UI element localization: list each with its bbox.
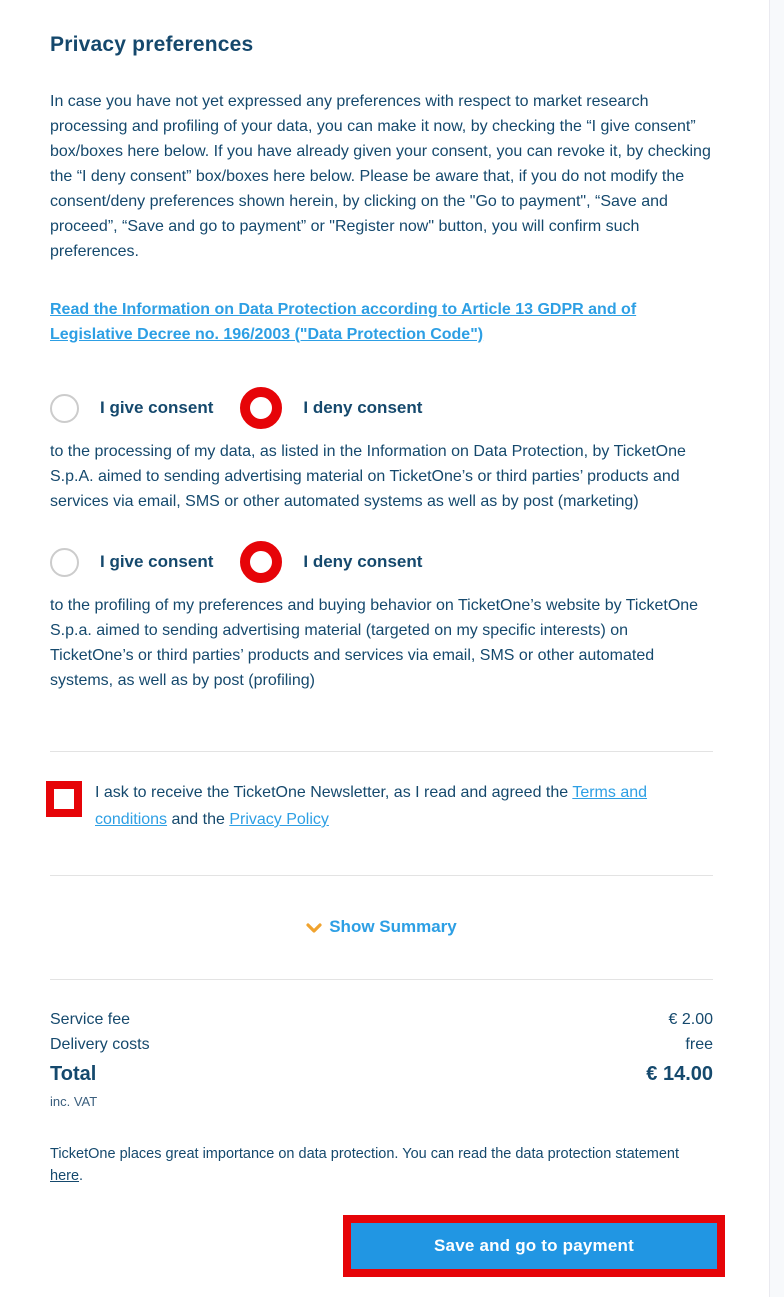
total-value: € 14.00	[646, 1063, 713, 1085]
newsletter-text-before: I ask to receive the TicketOne Newsletter, as I read and agreed the	[95, 784, 573, 801]
page-title: Privacy preferences	[50, 33, 254, 56]
newsletter-consent-row	[50, 779, 713, 833]
consent-description-marketing: to the processing of my data, as listed in the Information on Data Protection, by TicketOne S.p.A. aimed to sending advertising material on TicketOne’s or third parties’ products and services via email, SMS or other automated systems as well as by post (marketing)	[50, 443, 686, 510]
delivery-costs-label: Delivery costs	[50, 1036, 150, 1053]
action-bar	[50, 1215, 713, 1277]
terms-and-conditions-link[interactable]: Terms and conditions	[95, 784, 648, 828]
data-protection-statement-link[interactable]: here	[50, 1168, 80, 1184]
fee-row-service	[50, 1007, 713, 1032]
vat-note: inc. VAT	[50, 1094, 98, 1109]
service-fee-label: Service fee	[50, 1011, 131, 1028]
total-label: Total	[50, 1063, 97, 1085]
consent-block-profiling	[50, 541, 713, 693]
service-fee-value: € 2.00	[668, 1011, 713, 1028]
give-consent-radio[interactable]	[50, 548, 79, 577]
privacy-policy-link[interactable]: Privacy Policy	[229, 811, 329, 828]
deny-consent-label: I deny consent	[303, 398, 423, 417]
button-annotation-rectangle	[343, 1215, 725, 1277]
consent-radio-row	[50, 541, 713, 583]
consent-block-marketing	[50, 387, 713, 514]
consent-description-profiling: to the profiling of my preferences and buying behavior on TicketOne’s website by TicketOne S.p.a. aimed to sending advertising material (targeted on my specific interests) on TicketOne’s or third parties’ products and services via email, SMS or other automated systems, as well as by post (profiling)	[50, 597, 699, 689]
note-text-before: TicketOne places great importance on data protection. You can read the data protection statement	[50, 1146, 679, 1162]
data-protection-info-link[interactable]: Read the Information on Data Protection according to Article 13 GDPR and of Legislative Decree no. 196/2003 ("Data Protection Code")	[50, 301, 637, 343]
newsletter-text	[95, 779, 713, 833]
newsletter-checkbox-annotation-square[interactable]	[46, 781, 82, 817]
show-summary-label: Show Summary	[329, 917, 457, 936]
give-consent-radio[interactable]	[50, 394, 79, 423]
fee-row-total	[50, 1059, 713, 1089]
give-consent-label: I give consent	[100, 398, 214, 417]
chevron-down-icon	[306, 923, 322, 934]
consent-radio-row	[50, 387, 713, 429]
note-text-after: .	[79, 1168, 84, 1184]
save-and-go-to-payment-button[interactable]: Save and go to payment	[351, 1223, 717, 1269]
fee-summary	[50, 1007, 713, 1113]
intro-text: In case you have not yet expressed any preferences with respect to market research processing and profiling of your data, you can make it now, by checking the “I give consent” box/boxes here below. If you have already given your consent, you can revoke it, by checking the “I deny consent” box/boxes here below. Please be aware that, if you do not modify the consent/deny preferences shown herein, by clicking on the "Go to payment", “Save and proceed”, “Save and go to payment” or "Register now" button, you will confirm such preferences.	[50, 93, 711, 260]
divider	[50, 751, 713, 752]
show-summary-toggle[interactable]	[50, 917, 713, 937]
delivery-costs-value: free	[685, 1036, 713, 1053]
deny-consent-label: I deny consent	[303, 552, 423, 571]
newsletter-text-middle: and the	[167, 811, 230, 828]
divider	[50, 979, 713, 980]
give-consent-label: I give consent	[100, 552, 214, 571]
fee-row-delivery	[50, 1032, 713, 1057]
deny-consent-radio-annotation-circle[interactable]	[240, 541, 282, 583]
data-protection-note	[50, 1143, 713, 1187]
divider	[50, 875, 713, 876]
deny-consent-radio-annotation-circle[interactable]	[240, 387, 282, 429]
